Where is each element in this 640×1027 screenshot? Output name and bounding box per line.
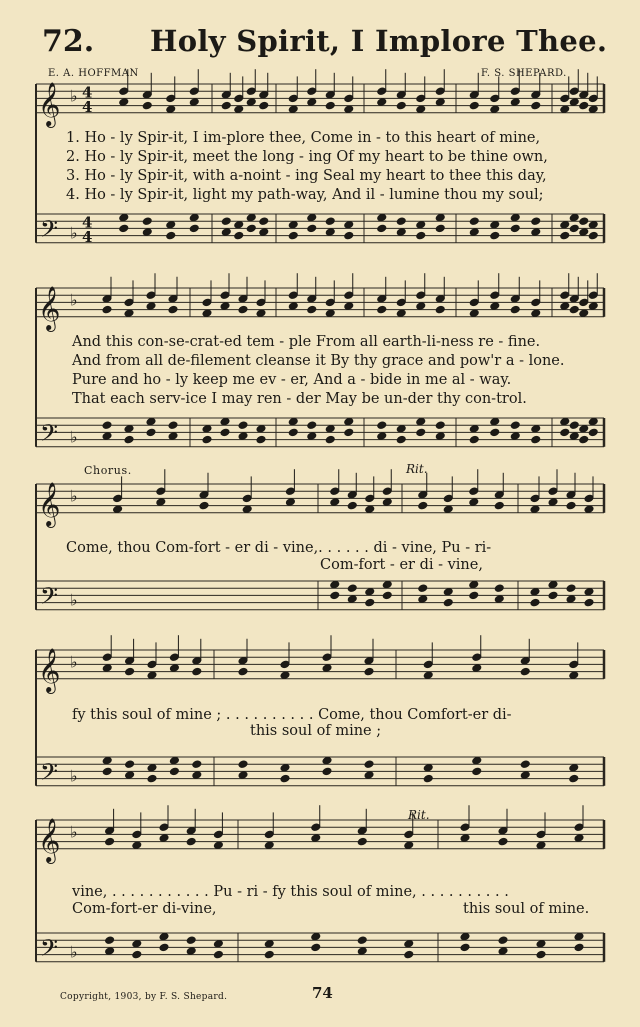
verse-4-line-2: That each serv-ice I may ren - der May be un-der thy con-trol. — [72, 391, 527, 407]
svg-text:4: 4 — [82, 97, 93, 116]
svg-text:♭: ♭ — [70, 652, 78, 672]
hymn-number: 72. — [42, 24, 95, 59]
svg-text:♭: ♭ — [70, 427, 78, 447]
svg-text:♭: ♭ — [70, 590, 78, 610]
verse-2-line-1: 2. Ho - ly Spir-it, meet the long - ing Of my heart to be thine own, — [66, 149, 548, 165]
lyricist-credit: E. A. HOFFMAN — [48, 68, 139, 79]
svg-text:𝄞: 𝄞 — [38, 481, 61, 526]
chorus-line-1: Come, thou Com-fort - er di - vine,. . . . . . di - vine, Pu - ri- — [66, 540, 492, 556]
verse-4-line-1: 4. Ho - ly Spir-it, light my path-way, And il - lumine thou my soul; — [66, 187, 544, 203]
svg-text:♭: ♭ — [70, 486, 78, 506]
verse-3-line-1: 3. Ho - ly Spir-it, with a-noint - ing Seal my heart to thee this day, — [66, 168, 547, 184]
svg-text:𝄢: 𝄢 — [40, 757, 59, 791]
svg-text:𝄞: 𝄞 — [38, 647, 61, 692]
chorus-line-2: fy this soul of mine ; . . . . . . . . . . Come, thou Comfort-er di- — [72, 707, 512, 723]
ritardando-mark-1: Rit. — [406, 462, 428, 476]
svg-text:4: 4 — [82, 227, 93, 246]
svg-text:𝄢: 𝄢 — [40, 581, 59, 615]
svg-text:♭: ♭ — [70, 223, 78, 243]
svg-text:♭: ♭ — [70, 766, 78, 786]
svg-text:♭: ♭ — [70, 942, 78, 962]
verse-1-line-2: And this con-se-crat-ed tem - ple From all earth-li-ness re - fine. — [72, 334, 541, 350]
copyright-notice: Copyright, 1903, by F. S. Shepard. — [60, 992, 228, 1002]
svg-text:𝄞: 𝄞 — [38, 817, 61, 862]
svg-text:𝄞: 𝄞 — [38, 81, 61, 126]
verse-3-line-2: Pure and ho - ly keep me ev - er, And a - bide in me al - way. — [72, 372, 512, 388]
svg-text:𝄢: 𝄢 — [40, 933, 59, 967]
chorus-line-2-alto: this soul of mine ; — [250, 723, 382, 739]
svg-text:♭: ♭ — [70, 822, 78, 842]
page-number: 74 — [312, 984, 333, 1002]
svg-text:♭: ♭ — [70, 290, 78, 310]
ritardando-mark-2: Rit. — [408, 808, 430, 822]
chorus-label: Chorus. — [84, 464, 132, 477]
svg-text:𝄢: 𝄢 — [40, 418, 59, 452]
svg-text:𝄞: 𝄞 — [38, 285, 61, 330]
chorus-line-3-alto: Com-fort-er di-vine, — [72, 901, 217, 917]
svg-text:♭: ♭ — [70, 86, 78, 106]
svg-text:4: 4 — [82, 213, 93, 232]
chorus-line-1-alto: Com-fort - er di - vine, — [320, 557, 483, 573]
chorus-line-3: vine, . . . . . . . . . . . Pu - ri - fy this soul of mine, . . . . . . . . . . — [72, 884, 509, 900]
verse-1-line-1: 1. Ho - ly Spir-it, I im-plore thee, Come in - to this heart of mine, — [66, 130, 541, 146]
chorus-line-3-alto-2: this soul of mine. — [463, 901, 590, 917]
svg-text:𝄢: 𝄢 — [40, 214, 59, 248]
svg-text:4: 4 — [82, 83, 93, 102]
hymn-title: Holy Spirit, I Implore Thee. — [150, 24, 608, 58]
verse-2-line-2: And from all de-filement cleanse it By thy grace and pow'r a - lone. — [72, 353, 565, 369]
composer-credit: F. S. SHEPARD. — [481, 68, 567, 79]
